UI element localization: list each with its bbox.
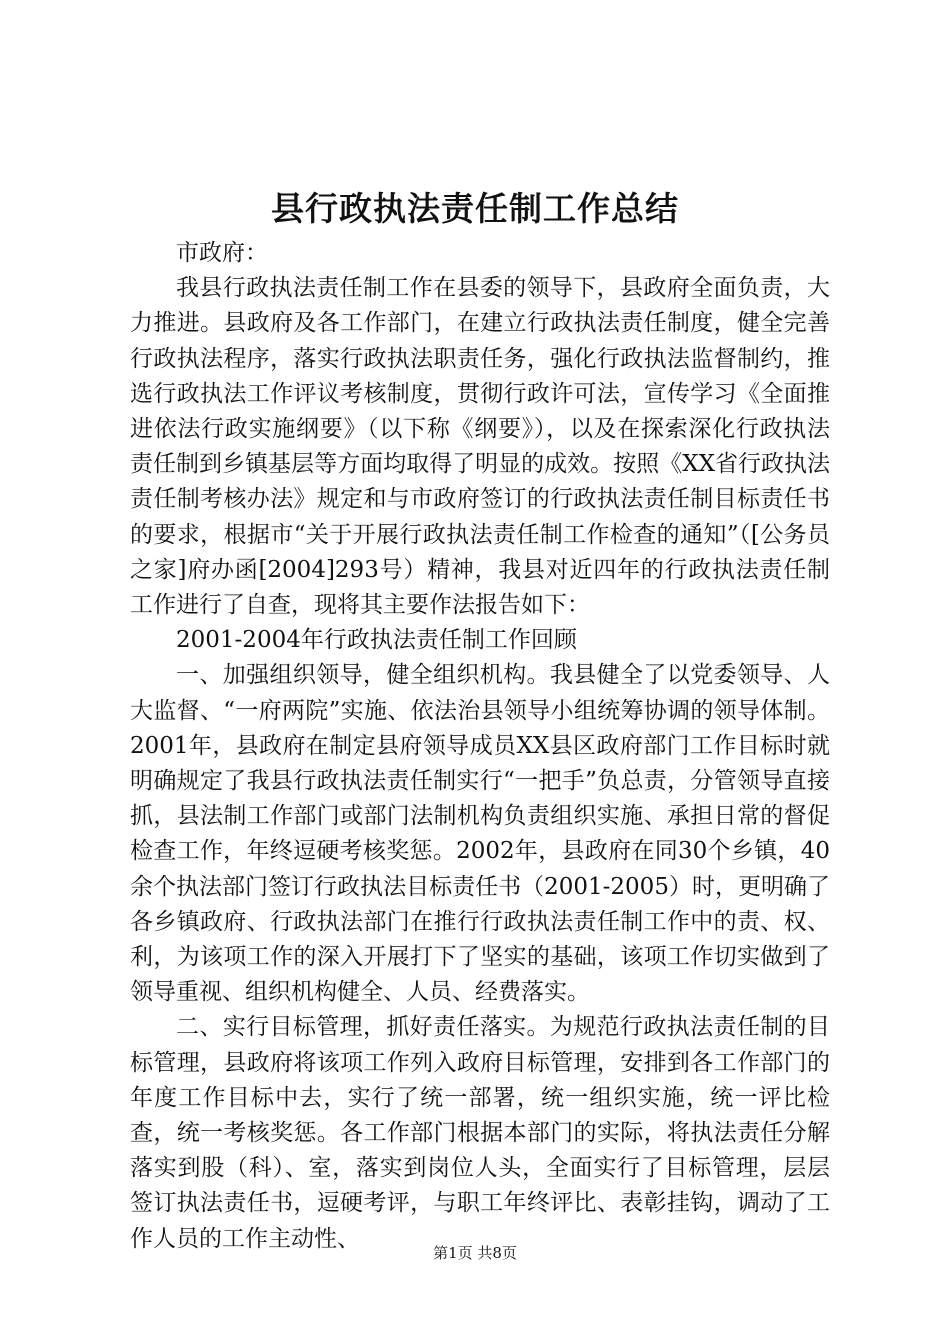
document-title: 县行政执法责任制工作总结 — [271, 189, 679, 228]
page-number-footer: 第1页 共8页 — [433, 1244, 517, 1262]
section-heading: 2001-2004年行政执法责任制工作回顾 — [176, 627, 577, 654]
paragraph-section-1: 一、加强组织领导，健全组织机构。我县健全了以党委领导、人大监督、“一府两院”实施、依法治县领导小组统筹协调的领导体制。2001年，县政府在制定县府领导成员XX县区政府部门工作目标时就明确规定了我县行政执法责任制实行“一把手”负总责，分管领导直接抓，县法制工作部门或部门法制机构负责组织实施、承担日常的督促检查工作，年终逗硬考核奖惩。2002年，县政府在同30个乡镇，40余个执法部门签订行政执法目标责任书（2001-2005）时，更明确了各乡镇政府、行政执法部门在推行行政执法责任制工作中的责、权、利，为该项工作的深入开展打下了坚实的基础，该项工作切实做到了领导重视、组织机构健全、人员、经费落实。 — [130, 662, 830, 1006]
document-body — [130, 236, 830, 1257]
paragraph-section-2: 二、实行目标管理，抓好责任落实。为规范行政执法责任制的目标管理，县政府将该项工作列入政府目标管理，安排到各工作部门的年度工作目标中去，实行了统一部署，统一组织实施，统一评比检查，统一考核奖惩。各工作部门根据本部门的实际，将执法责任分解落实到股（科）、室，落实到岗位人头，全面实行了目标管理，层层签订执法责任书，逗硬考评，与职工年终评比、表彰挂钩，调动了工作人员的工作主动性、 — [130, 1014, 830, 1252]
salutation: 市政府： — [176, 240, 268, 266]
paragraph-intro: 我县行政执法责任制工作在县委的领导下，县政府全面负责，大力推进。县政府及各工作部门，在建立行政执法责任制度，健全完善行政执法程序，落实行政执法职责任务，强化行政执法监督制约，推选行政执法工作评议考核制度，贯彻行政许可法，宣传学习《全面推进依法行政实施纲要》（以下称《纲要》），以及在探索深化行政执法责任制到乡镇基层等方面均取得了明显的成效。按照《XX省行政执法责任制考核办法》规定和与市政府签订的行政执法责任制目标责任书的要求，根据市“关于开展行政执法责任制工作检查的通知”（[公务员之家]府办函[2004]293号）精神，我县对近四年的行政执法责任制工作进行了自查，现将其主要作法报告如下： — [130, 275, 830, 619]
